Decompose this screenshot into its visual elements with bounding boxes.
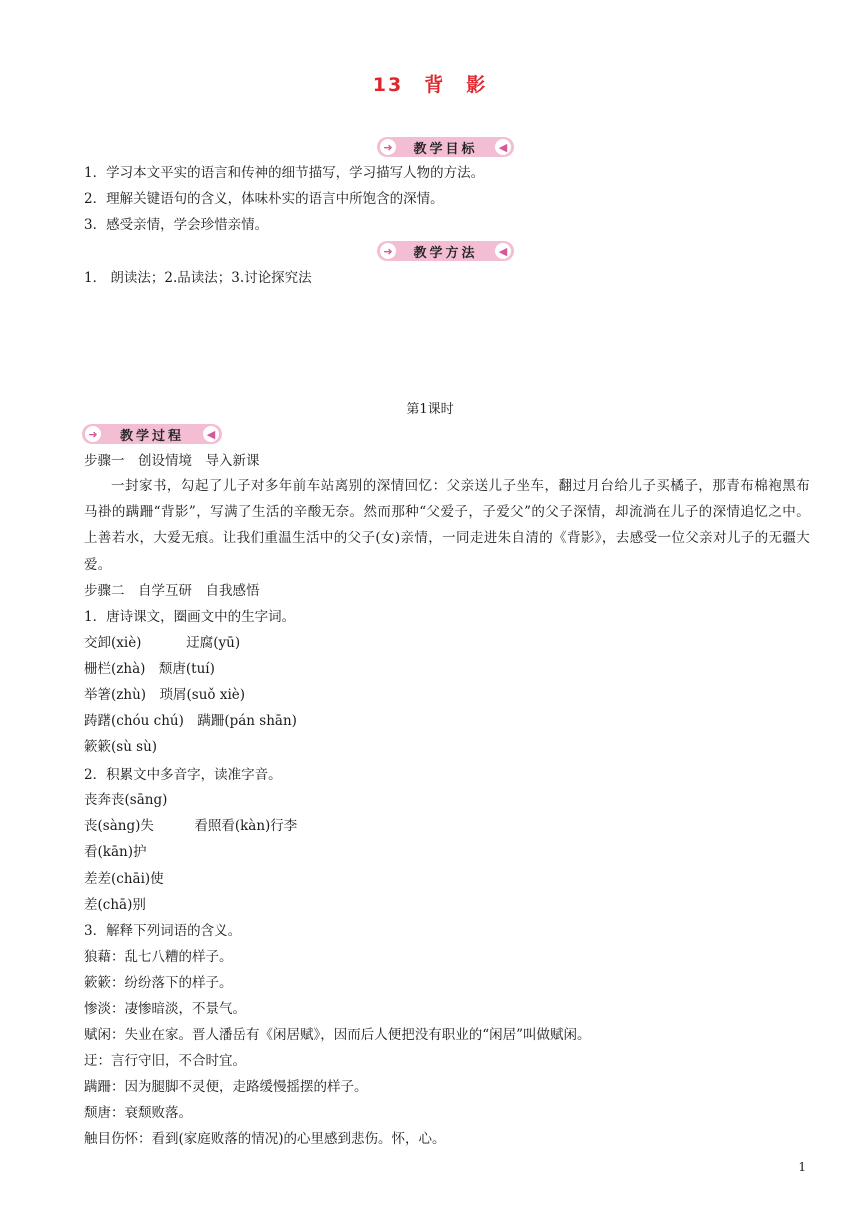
section-badge-methods (377, 241, 514, 261)
content-line: 1．唐诗课文，圈画文中的生字词。 (84, 609, 296, 625)
goal-item: 3．感受亲情，学会珍惜亲情。 (84, 217, 269, 233)
vocab-line: 交卸(xiè) 迂腐(yū) (84, 635, 241, 651)
content-line: 3．解释下列词语的含义。 (84, 923, 242, 939)
definition-line: 狼藉：乱七八糟的样子。 (84, 949, 233, 965)
definition-line: 颓唐：衰颓败落。 (84, 1105, 192, 1121)
definition-line: 蹒跚：因为腿脚不灵便，走路缓慢摇摆的样子。 (84, 1079, 368, 1095)
definition-line: 簌簌：纷纷落下的样子。 (84, 975, 233, 991)
section-badge-goals (377, 137, 514, 157)
section-label: 教学过程 (119, 428, 184, 444)
arrow-right-icon: ➜ (380, 243, 396, 259)
methods-text: 1． 朗读法；2.品读法；3.讨论探究法 (84, 270, 312, 286)
step-heading: 步骤一 创设情境 导入新课 (84, 453, 260, 469)
lesson-heading: 第1课时 (406, 402, 454, 417)
vocab-line: 踌躇(chóu chú) 蹒跚(pán shān) (84, 713, 297, 729)
step-heading: 步骤二 自学互研 自我感悟 (84, 583, 260, 599)
polyphone-line: 差差(chāi)使 (84, 871, 164, 887)
definition-line: 触目伤怀：看到(家庭败落的情况)的心里感到悲伤。怀，心。 (84, 1131, 446, 1147)
goal-item: 2．理解关键语句的含义，体味朴实的语言中所饱含的深情。 (84, 191, 444, 207)
section-label: 教学目标 (413, 141, 478, 157)
content-line: 2．积累文中多音字，读准字音。 (84, 767, 282, 783)
definition-line: 赋闲：失业在家。晋人潘岳有《闲居赋》，因而后人便把没有职业的“闲居”叫做赋闲。 (84, 1027, 591, 1043)
intro-paragraph: 一封家书，勾起了儿子对多年前车站离别的深情回忆：父亲送儿子坐车，翻过月台给儿子买橘子，那青布棉袍黑布马褂的蹒跚“背影”，写满了生活的辛酸无奈。然而那种“父爱子，子爱父”的父子深情，却流淌在儿子的深情追忆之中。上善若水，大爱无痕。让我们重温生活中的父子(女)亲情，一同走进朱自清的《背影》，去感受一位父亲对儿子的无疆大爱。 (84, 478, 810, 573)
definition-line: 迂：言行守旧，不合时宜。 (84, 1053, 246, 1069)
section-label: 教学方法 (413, 245, 478, 261)
page-title: 13 背 影 (372, 74, 488, 96)
page-number: 1 (798, 1160, 806, 1174)
section-badge-process (82, 424, 222, 444)
arrow-left-icon: ◀ (495, 243, 511, 259)
goal-item: 1．学习本文平实的语言和传神的细节描写，学习描写人物的方法。 (84, 165, 485, 181)
vocab-line: 簌簌(sù sù) (84, 739, 158, 755)
arrow-right-icon: ➜ (380, 139, 396, 155)
definition-line: 惨淡：凄惨暗淡，不景气。 (84, 1001, 246, 1017)
polyphone-line: 丧(sàng)失 看照看(kàn)行李 (84, 818, 298, 834)
vocab-line: 栅栏(zhà) 颓唐(tuí) (84, 661, 215, 677)
polyphone-line: 丧奔丧(sāng) (84, 792, 168, 808)
arrow-right-icon: ➜ (85, 426, 101, 442)
arrow-left-icon: ◀ (203, 426, 219, 442)
polyphone-line: 差(chā)别 (84, 897, 146, 913)
arrow-left-icon: ◀ (495, 139, 511, 155)
polyphone-line: 看(kān)护 (84, 844, 147, 860)
vocab-line: 举箸(zhù) 琐屑(suǒ xiè) (84, 687, 246, 703)
